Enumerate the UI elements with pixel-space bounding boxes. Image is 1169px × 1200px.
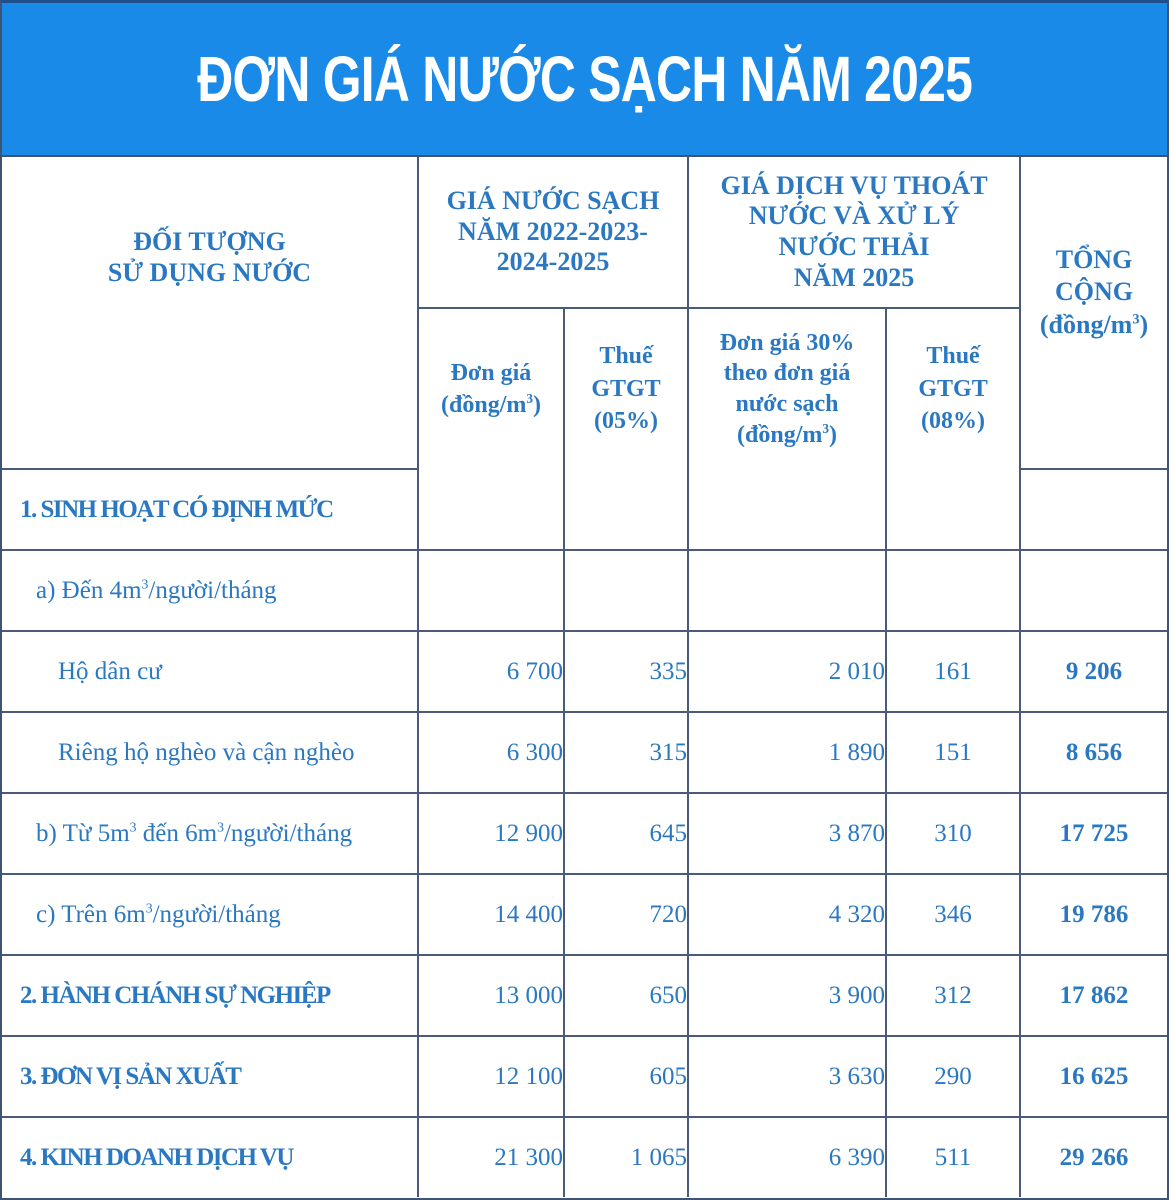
title-banner (2, 3, 1167, 157)
cell-unit-price: 21 300 (418, 1117, 564, 1197)
superscript: 3 (822, 420, 829, 436)
header-line: CỘNG (1055, 277, 1134, 307)
cell-vat-8 (886, 550, 1020, 631)
header-subject (2, 157, 418, 469)
row-label: Hộ dân cư (2, 631, 418, 712)
superscript: 3 (141, 576, 149, 592)
cell-total: 16 625 (1020, 1036, 1167, 1117)
cell-vat-5: 720 (564, 874, 688, 955)
cell-vat-8: 161 (886, 631, 1020, 712)
row-label: 4. KINH DOANH DỊCH VỤ (2, 1117, 418, 1197)
cell-drain-price: 3 870 (688, 793, 886, 874)
cell-vat-5: 645 (564, 793, 688, 874)
row-label: Riêng hộ nghèo và cận nghèo (2, 712, 418, 793)
cell-vat-5: 605 (564, 1036, 688, 1117)
row-label (2, 874, 418, 955)
header-unit-price (418, 308, 564, 469)
label-text: b) Từ 5m (36, 819, 130, 847)
table-row (2, 793, 1167, 874)
row-label: 3. ĐƠN VỊ SẢN XUẤT (2, 1036, 418, 1117)
header-clean-water-group (418, 157, 688, 308)
cell-unit-price: 6 700 (418, 631, 564, 712)
cell-vat-5: 650 (564, 955, 688, 1036)
cell-vat-5 (564, 550, 688, 631)
price-table (2, 157, 1167, 1197)
cell-unit-price (418, 469, 564, 550)
cell-total: 9 206 (1020, 631, 1167, 712)
cell-total: 17 862 (1020, 955, 1167, 1036)
cell-drain-price (688, 550, 886, 631)
header-line: 2024-2025 (496, 247, 610, 277)
header-line: Thuế (926, 343, 980, 370)
table-row (2, 469, 1167, 550)
cell-total (1020, 550, 1167, 631)
header-line: (đồng/m (1039, 309, 1133, 339)
cell-vat-8: 310 (886, 793, 1020, 874)
cell-total: 17 725 (1020, 793, 1167, 874)
superscript: 3 (217, 819, 224, 835)
header-line: GTGT (918, 375, 988, 402)
header-drainage-group (688, 157, 1020, 308)
cell-unit-price (418, 550, 564, 631)
table-row (2, 874, 1167, 955)
table-row (2, 955, 1167, 1036)
cell-unit-price: 6 300 (418, 712, 564, 793)
superscript: 3 (145, 900, 153, 916)
table-row (2, 550, 1167, 631)
cell-vat-8: 151 (886, 712, 1020, 793)
cell-drain-price (688, 469, 886, 550)
row-label (2, 793, 418, 874)
header-vat-5 (564, 308, 688, 469)
cell-vat-8 (886, 469, 1020, 550)
label-text: c) Trên 6m (36, 900, 146, 928)
cell-drain-price: 4 320 (688, 874, 886, 955)
superscript: 3 (526, 391, 533, 406)
table-row (2, 1117, 1167, 1197)
header-vat-8 (886, 308, 1020, 469)
page-title: ĐƠN GIÁ NƯỚC SẠCH NĂM 2025 (197, 43, 972, 115)
header-line: TỔNG (1055, 244, 1133, 274)
header-line: Đơn giá (450, 359, 532, 386)
cell-vat-5: 335 (564, 631, 688, 712)
row-label (2, 550, 418, 631)
cell-drain-price: 3 900 (688, 955, 886, 1036)
cell-vat-8: 290 (886, 1036, 1020, 1117)
superscript: 3 (129, 819, 137, 835)
header-line: Thuế (599, 343, 653, 370)
label-text: a) Đến 4m (36, 576, 142, 604)
header-subject-line1: ĐỐI TƯỢNG (133, 226, 286, 256)
header-drain-price (688, 308, 886, 469)
header-line: (đồng/m (737, 421, 823, 448)
header-line: ) (1139, 309, 1149, 339)
cell-drain-price: 3 630 (688, 1036, 886, 1117)
cell-total: 29 266 (1020, 1117, 1167, 1197)
header-line: ) (828, 421, 837, 448)
cell-total: 8 656 (1020, 712, 1167, 793)
cell-unit-price: 12 100 (418, 1036, 564, 1117)
cell-total (1020, 469, 1167, 550)
label-text: đến 6m (136, 819, 218, 847)
row-label: 1. SINH HOẠT CÓ ĐỊNH MỨC (2, 469, 418, 550)
header-line: NƯỚC THẢI (778, 232, 930, 261)
header-line: (08%) (921, 408, 986, 435)
header-line: theo đơn giá (723, 360, 851, 387)
cell-unit-price: 13 000 (418, 955, 564, 1036)
superscript: 3 (1132, 311, 1140, 328)
cell-vat-8: 511 (886, 1117, 1020, 1197)
label-text: /người/tháng (223, 819, 353, 847)
header-line: (đồng/m (441, 392, 527, 418)
table-row (2, 712, 1167, 793)
row-label: 2. HÀNH CHÁNH SỰ NGHIỆP (2, 955, 418, 1036)
header-line: nước sạch (735, 391, 839, 417)
cell-total: 19 786 (1020, 874, 1167, 955)
cell-vat-8: 312 (886, 955, 1020, 1036)
header-line: NĂM 2022-2023- (458, 216, 648, 246)
cell-vat-8: 346 (886, 874, 1020, 955)
table-row (2, 1036, 1167, 1117)
header-line: Đơn giá 30% (719, 329, 855, 356)
header-total (1020, 157, 1167, 469)
header-line: GTGT (591, 375, 661, 402)
table-row (2, 631, 1167, 712)
cell-vat-5: 1 065 (564, 1117, 688, 1197)
cell-vat-5: 315 (564, 712, 688, 793)
cell-vat-5 (564, 469, 688, 550)
cell-unit-price: 12 900 (418, 793, 564, 874)
header-subject-line2: SỬ DỤNG NƯỚC (107, 257, 312, 287)
header-line: NƯỚC VÀ XỬ LÝ (748, 201, 960, 231)
cell-drain-price: 1 890 (688, 712, 886, 793)
header-line: ) (532, 392, 541, 418)
cell-drain-price: 6 390 (688, 1117, 886, 1197)
label-text: /người/tháng (152, 900, 281, 928)
label-text: /người/tháng (148, 576, 277, 604)
header-line: GIÁ NƯỚC SẠCH (446, 185, 660, 215)
header-line: NĂM 2025 (793, 262, 915, 292)
cell-drain-price: 2 010 (688, 631, 886, 712)
header-line: GIÁ DỊCH VỤ THOÁT (720, 170, 988, 200)
cell-unit-price: 14 400 (418, 874, 564, 955)
header-line: (05%) (594, 408, 658, 435)
